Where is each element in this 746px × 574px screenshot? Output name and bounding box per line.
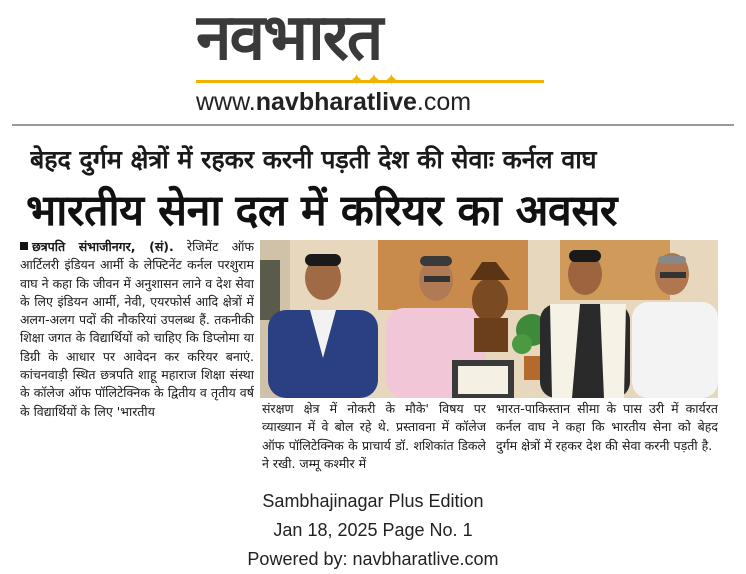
logo-underline: [196, 80, 544, 83]
article-column-middle: संरक्षण क्षेत्र में नोकरी के मौके' विषय पर व्याख्यान में वे बोल रहे थे. प्रस्तावना में कॉलेज ऑफ पॉलिटेक्निक के प्राचार्य डॉ. शशिकांत डिकले ने रखी. जम्मू कश्मीर में: [262, 401, 486, 471]
masthead: [0, 0, 746, 122]
article-headline: भारतीय सेना दल में करियर का अवसर: [26, 186, 617, 236]
felicitation-photo-illustration: [260, 240, 718, 398]
article-column-left: [20, 238, 254, 488]
article-dateline: छत्रपति संभाजीनगर, (सं).: [32, 239, 174, 254]
website-address[interactable]: [196, 86, 548, 118]
website-suffix: .com: [416, 88, 472, 116]
edition-label: Sambhajinagar Plus Edition: [262, 491, 484, 511]
masthead-divider: [12, 124, 734, 126]
article-body-left: रेजिमेंट ऑफ आर्टिलरी इंडियन आर्मी के लेफ्टिनेंट कर्नल परशुराम वाघ ने कहा कि जीवन में अनुशासन लाने व देश सेवा के लिए इंडियन आर्मी, नेवी, एयरफोर्स आदि क्षेत्रों में अलग-अलग पदों की नौकरियां उपलब्ध हैं. तकनीकी शिक्षा जगत के विद्यार्थियों को चाहिए कि डिप्लोमा या डिग्री के आधार पर आवेदन कर करियर बनाएं. कांचनवाड़ी स्थित छत्रपति शाहू महाराज शिक्षा संस्था के कॉलेज ऑफ पॉलिटेक्निक के द्वितीय व तृतीय वर्ष के विद्यार्थियों के लिए 'भारतीय: [20, 239, 254, 419]
bullet-icon: [20, 242, 28, 250]
website-domain: navbharatlive: [255, 88, 417, 116]
date-page-label: Jan 18, 2025 Page No. 1: [273, 520, 473, 540]
article-subheadline: बेहद दुर्गम क्षेत्रों में रहकर करनी पड़ती देश की सेवाः कर्नल वाघ: [30, 145, 597, 174]
article-column-right: भारत-पाकिस्तान सीमा के पास उरी में कार्यरत कर्नल वाघ ने कहा कि भारतीय सेना को बेहद दुर्गम क्षेत्रों में रहकर देश की सेवा करनी पड़ती है.: [496, 401, 718, 453]
newspaper-logo: नवभारत: [196, 2, 382, 74]
powered-by-label: Powered by: navbharatlive.com: [247, 549, 499, 569]
website-prefix: www.: [196, 88, 256, 116]
article-photo: [260, 240, 718, 398]
